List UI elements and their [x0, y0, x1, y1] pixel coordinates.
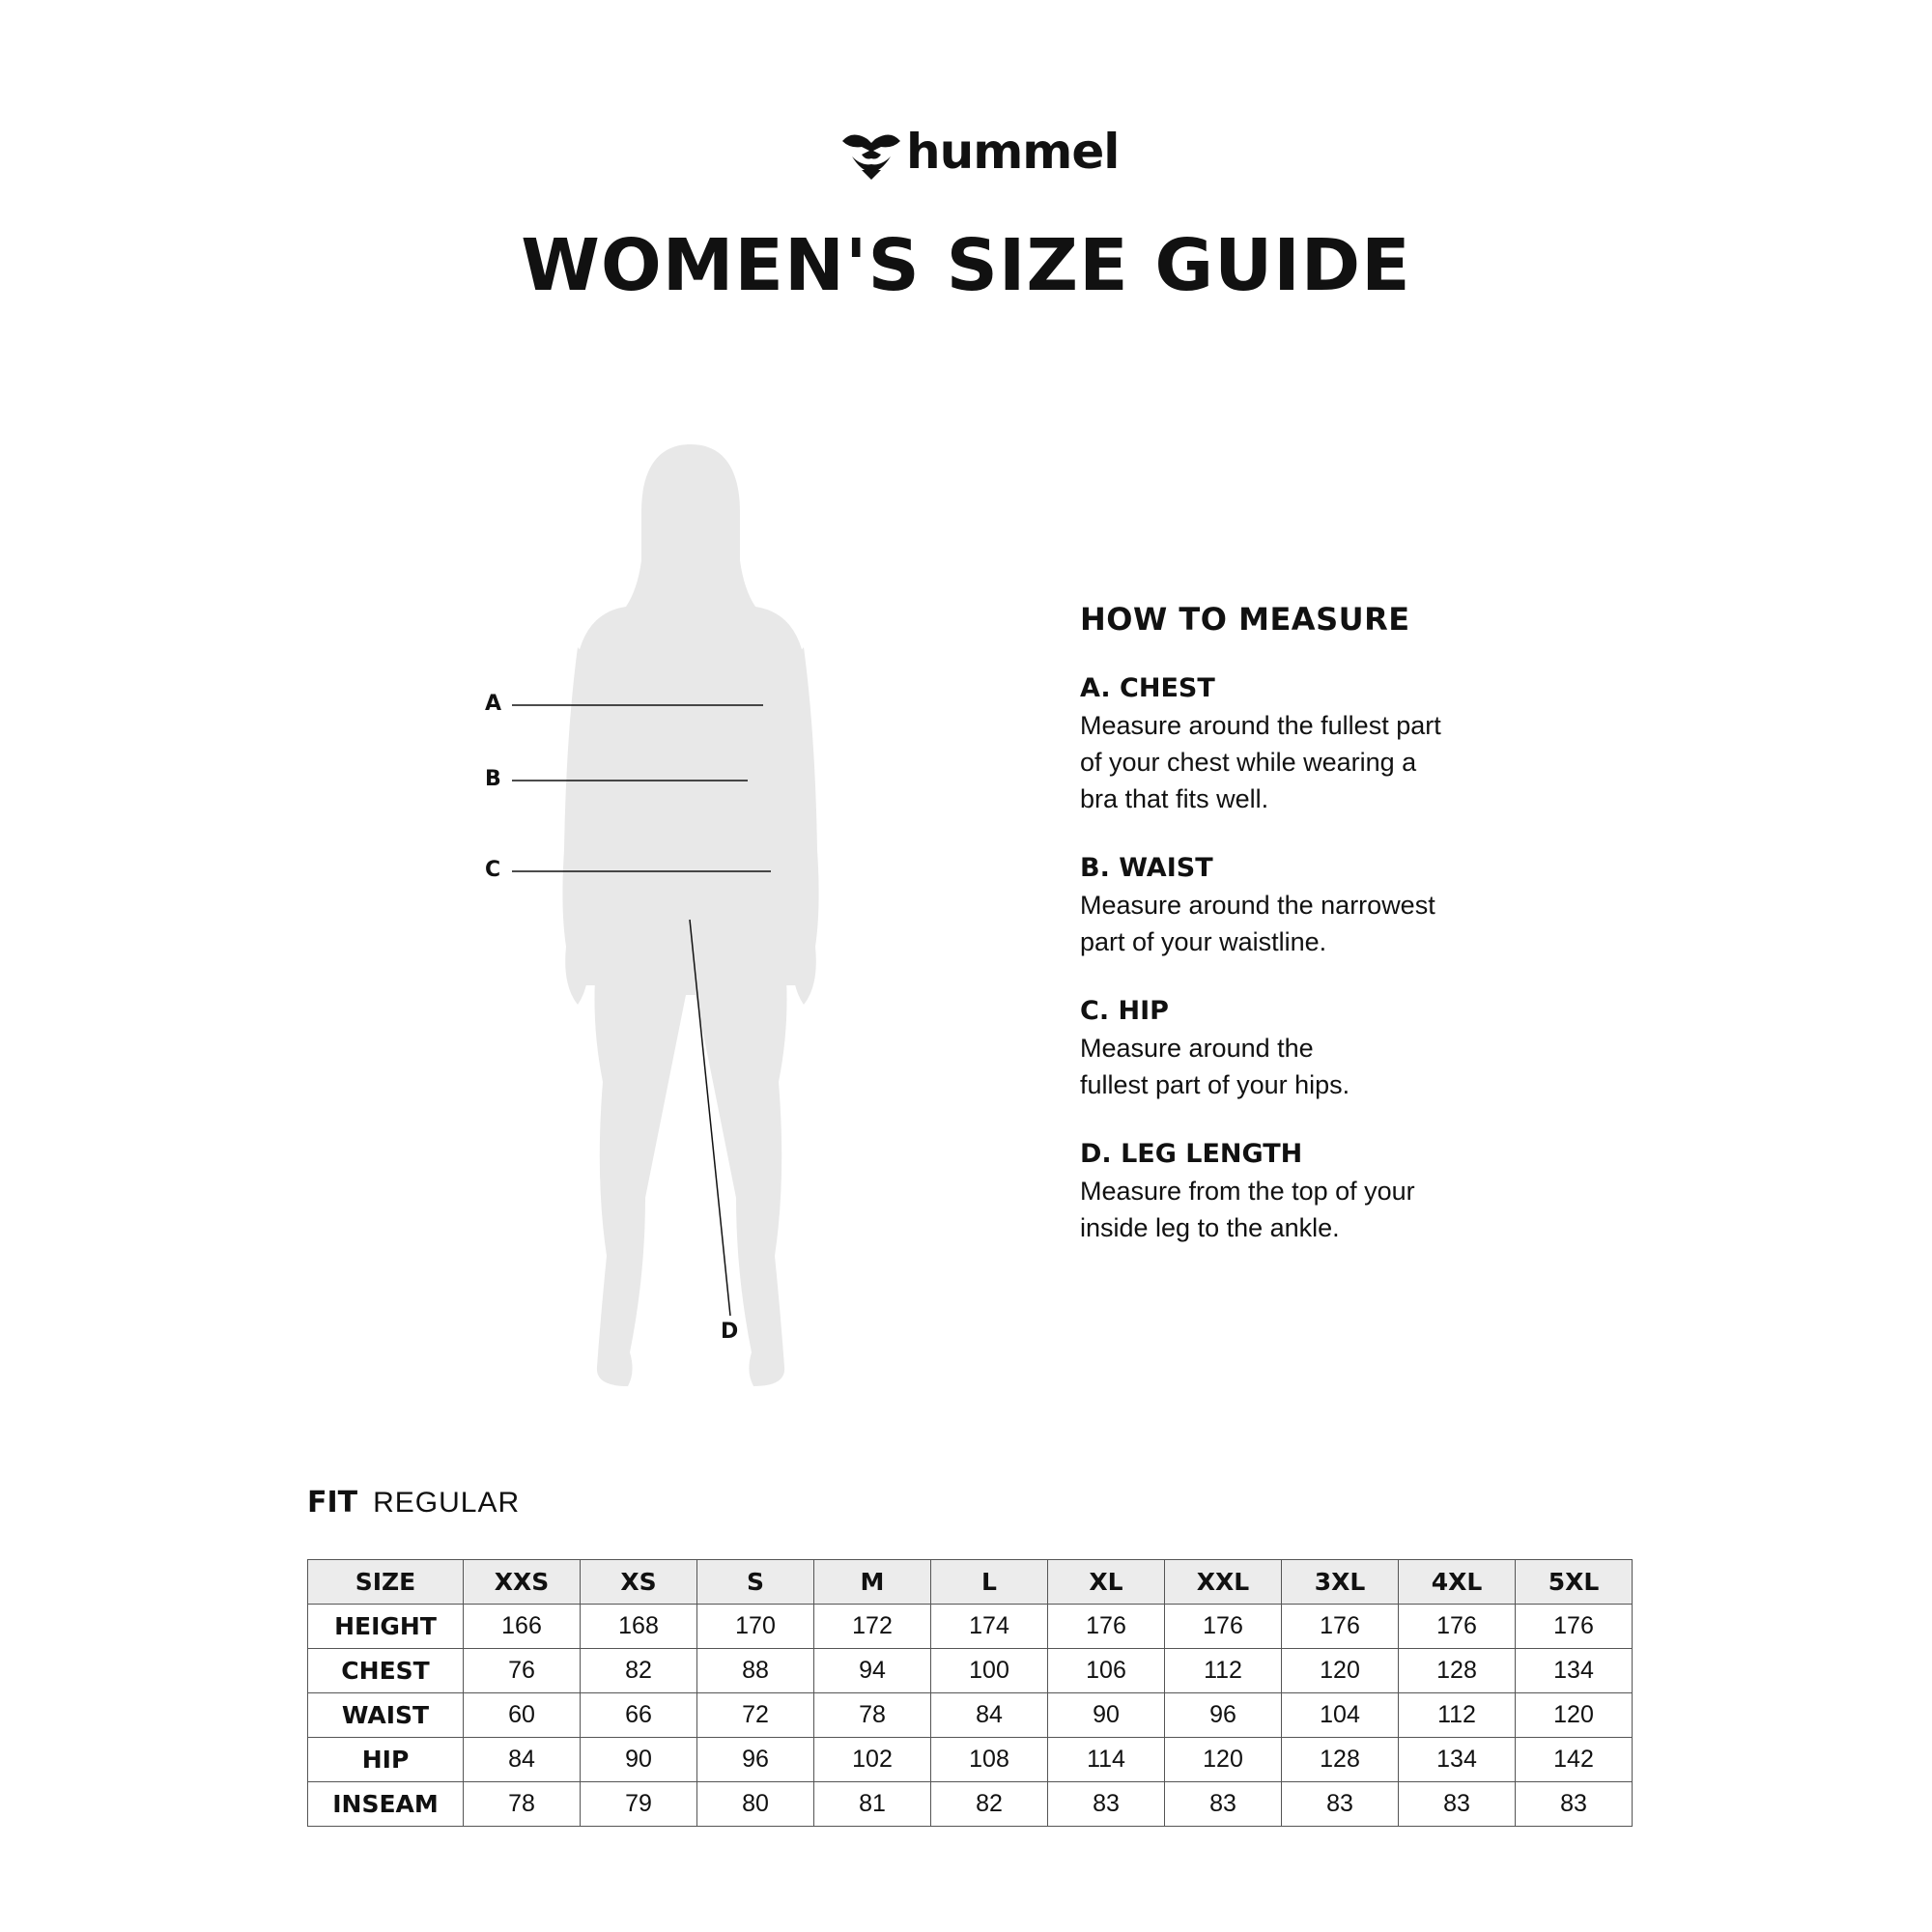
measure-description: Measure around the fullest part of your hips.	[1080, 1034, 1350, 1099]
table-cell: 102	[814, 1738, 931, 1782]
table-cell: 90	[1048, 1693, 1165, 1738]
table-cell: 84	[931, 1693, 1048, 1738]
measure-heading: B. WAIST	[1080, 853, 1213, 883]
table-cell: 100	[931, 1649, 1048, 1693]
table-cell: 96	[1165, 1693, 1282, 1738]
table-cell: 142	[1516, 1738, 1633, 1782]
column-header: SIZE	[308, 1560, 464, 1605]
table-cell: 106	[1048, 1649, 1165, 1693]
marker-d: D	[721, 1320, 739, 1344]
table-cell: 176	[1399, 1605, 1516, 1649]
table-cell: 128	[1399, 1649, 1516, 1693]
measure-heading: A. CHEST	[1080, 673, 1215, 703]
column-header: 4XL	[1399, 1560, 1516, 1605]
how-to-measure-section	[1080, 601, 1582, 1279]
table-cell: 166	[464, 1605, 581, 1649]
table-cell: 120	[1516, 1693, 1633, 1738]
measure-description: Measure around the narrowest part of your waistline.	[1080, 891, 1435, 956]
measure-item-waist	[1080, 850, 1582, 960]
table-cell: 66	[581, 1693, 697, 1738]
measure-description: Measure around the fullest part of your chest while wearing a bra that fits well.	[1080, 711, 1441, 813]
column-header: M	[814, 1560, 931, 1605]
table-cell: 83	[1516, 1782, 1633, 1827]
fit-value: REGULAR	[373, 1487, 521, 1519]
measure-item-hip	[1080, 993, 1582, 1103]
fit-line	[307, 1486, 520, 1520]
table-cell: 76	[464, 1649, 581, 1693]
row-header: CHEST	[308, 1649, 464, 1693]
table-cell: 120	[1165, 1738, 1282, 1782]
table-cell: 78	[464, 1782, 581, 1827]
marker-c: C	[485, 858, 501, 882]
table-cell: 81	[814, 1782, 931, 1827]
table-row	[308, 1693, 1633, 1738]
table-cell: 83	[1399, 1782, 1516, 1827]
column-header: L	[931, 1560, 1048, 1605]
column-header: XL	[1048, 1560, 1165, 1605]
how-to-measure-title: HOW TO MEASURE	[1080, 601, 1410, 638]
table-cell: 114	[1048, 1738, 1165, 1782]
table-cell: 170	[697, 1605, 814, 1649]
table-cell: 90	[581, 1738, 697, 1782]
fit-label: FIT	[307, 1486, 358, 1520]
measure-heading: D. LEG LENGTH	[1080, 1139, 1303, 1169]
table-cell: 176	[1048, 1605, 1165, 1649]
column-header: XXL	[1165, 1560, 1282, 1605]
table-cell: 172	[814, 1605, 931, 1649]
row-header: HEIGHT	[308, 1605, 464, 1649]
table-row	[308, 1649, 1633, 1693]
table-cell: 72	[697, 1693, 814, 1738]
table-cell: 112	[1399, 1693, 1516, 1738]
woman-silhouette	[483, 444, 869, 1391]
table-cell: 83	[1165, 1782, 1282, 1827]
table-cell: 83	[1282, 1782, 1399, 1827]
column-header: 3XL	[1282, 1560, 1399, 1605]
table-cell: 84	[464, 1738, 581, 1782]
row-header: HIP	[308, 1738, 464, 1782]
table-cell: 112	[1165, 1649, 1282, 1693]
table-cell: 96	[697, 1738, 814, 1782]
marker-b: B	[485, 767, 501, 791]
row-header: INSEAM	[308, 1782, 464, 1827]
measure-heading: C. HIP	[1080, 996, 1169, 1026]
table-cell: 78	[814, 1693, 931, 1738]
table-cell: 176	[1516, 1605, 1633, 1649]
table-cell: 88	[697, 1649, 814, 1693]
table-cell: 60	[464, 1693, 581, 1738]
brand-wordmark: hummel	[906, 124, 1120, 180]
table-cell: 168	[581, 1605, 697, 1649]
column-header: XS	[581, 1560, 697, 1605]
page-title: WOMEN'S SIZE GUIDE	[521, 224, 1411, 307]
table-cell: 104	[1282, 1693, 1399, 1738]
table-cell: 134	[1516, 1649, 1633, 1693]
size-table	[307, 1559, 1633, 1827]
table-cell: 79	[581, 1782, 697, 1827]
table-cell: 128	[1282, 1738, 1399, 1782]
hummel-logo	[838, 124, 1120, 185]
measure-description: Measure from the top of your inside leg to the ankle.	[1080, 1177, 1415, 1242]
table-header-row	[308, 1560, 1633, 1605]
column-header: 5XL	[1516, 1560, 1633, 1605]
body-figure	[483, 444, 869, 1391]
table-cell: 120	[1282, 1649, 1399, 1693]
column-header: S	[697, 1560, 814, 1605]
table-row	[308, 1605, 1633, 1649]
measure-item-chest	[1080, 670, 1582, 817]
column-header: XXS	[464, 1560, 581, 1605]
table-row	[308, 1782, 1633, 1827]
measure-item-leg-length	[1080, 1136, 1582, 1246]
marker-a: A	[485, 692, 502, 716]
table-cell: 82	[581, 1649, 697, 1693]
table-row	[308, 1738, 1633, 1782]
table-cell: 94	[814, 1649, 931, 1693]
table-cell: 176	[1165, 1605, 1282, 1649]
row-header: WAIST	[308, 1693, 464, 1738]
table-cell: 176	[1282, 1605, 1399, 1649]
table-cell: 108	[931, 1738, 1048, 1782]
bee-icon	[838, 128, 906, 185]
table-cell: 82	[931, 1782, 1048, 1827]
table-cell: 174	[931, 1605, 1048, 1649]
table-cell: 134	[1399, 1738, 1516, 1782]
table-cell: 83	[1048, 1782, 1165, 1827]
table-cell: 80	[697, 1782, 814, 1827]
